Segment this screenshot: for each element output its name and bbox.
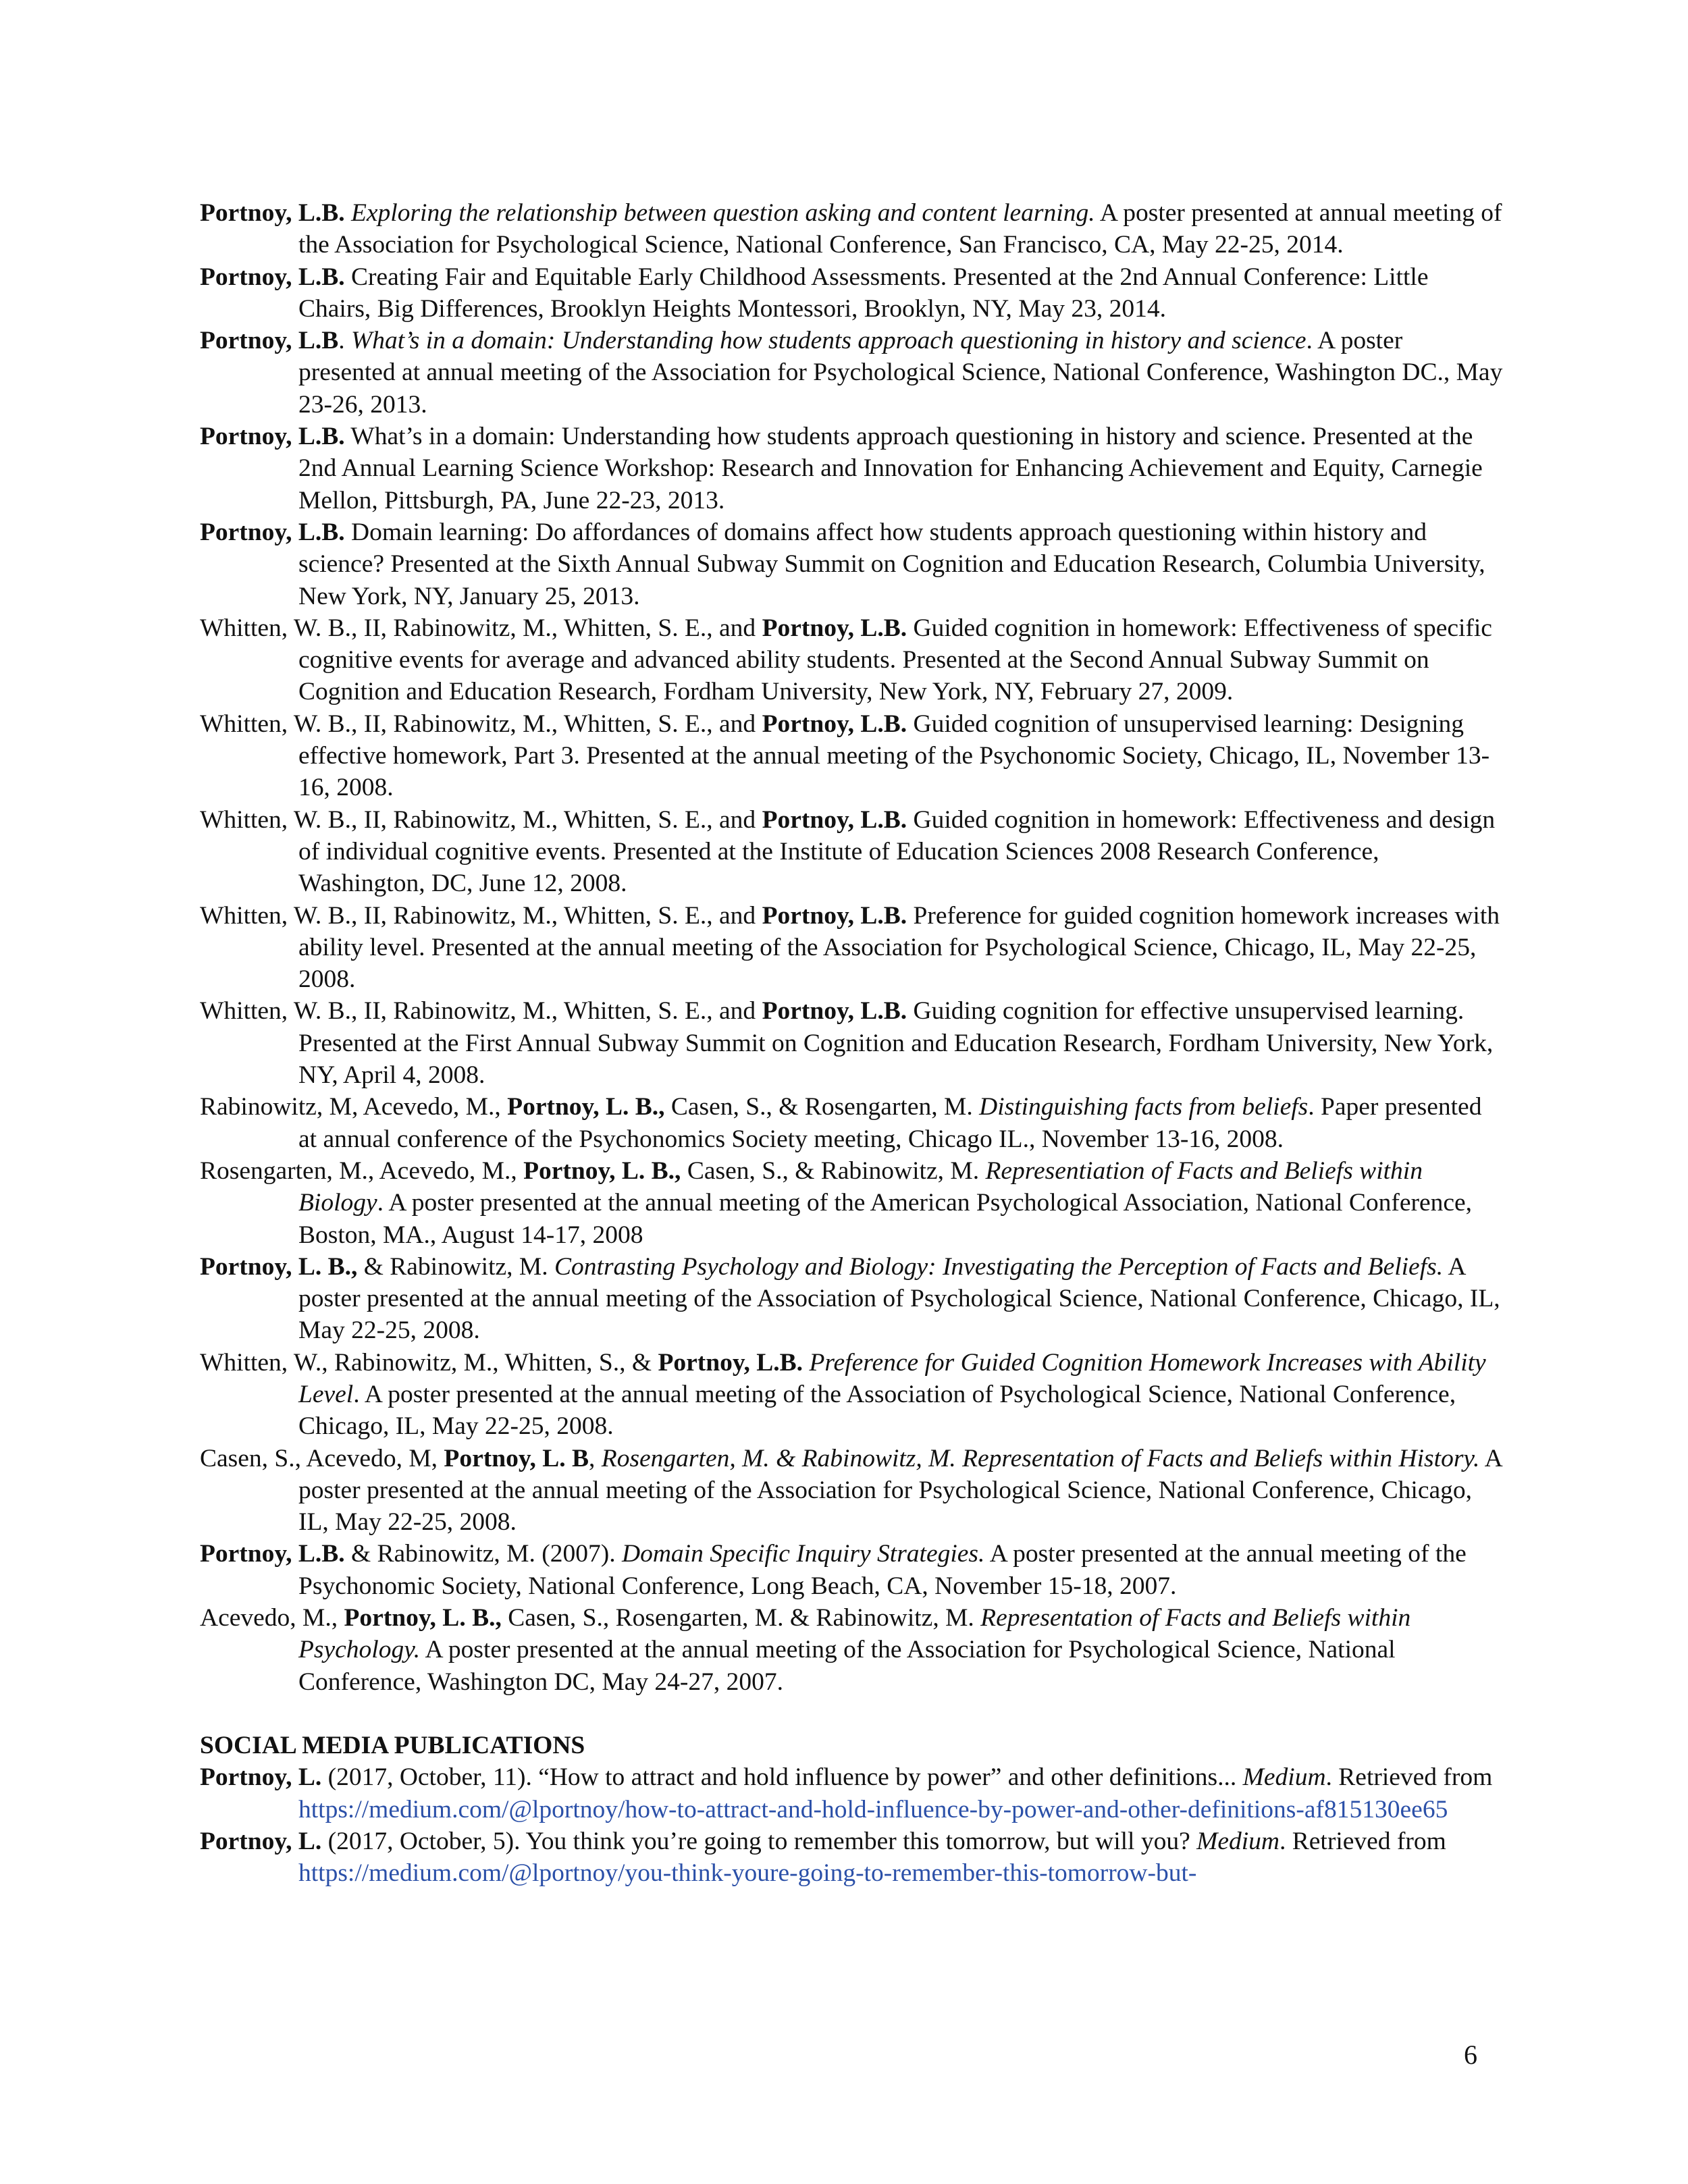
citation-text: Guided cognition in homework: Effectiveness of specific cognitive events for average and advanced ability students. Presented at the Second Annual Subway Summit on Cognition and Education Research, Fordham University, New York, NY, February 27, 2009. [298,614,1492,706]
citation-entry [200,995,1503,1091]
citation-text: A poster presented at the annual meeting of the Association for Psychological Science, National Conference, Chicago, IL, May 22-25, 2008. [298,1444,1502,1537]
citation-title: Preference for Guided Cognition Homework Increases with Ability Level [298,1348,1486,1408]
citation-text: What’s in a domain: Understanding how students approach questioning in history and science. Presented at the 2nd Annual Learning Science Workshop: Research and Innovation for Enhancing Achievement and Equity, Carnegie Mellon, Pittsburgh, PA, June 22-23, 2013. [298,423,1483,514]
citation-text: Guided cognition of unsupervised learning: Designing effective homework, Part 3. Presented at the annual meeting of the Psychonomic Society, Chicago, IL, November 13-16, 2008. [298,710,1490,802]
author-name: Portnoy, L. [200,1827,322,1855]
page-number: 6 [1464,2040,1477,2070]
author-name: Portnoy, L.B. [658,1348,803,1377]
author-name: Portnoy, L. B., [507,1093,665,1121]
author-name: Portnoy, L.B. [200,199,345,227]
citation-title: Representation of Facts and Beliefs within Psychology. [298,1604,1411,1664]
citation-title: Representiation of Facts and Beliefs within Biology [298,1156,1423,1217]
citation-text: (2017, October, 11). “How to attract and hold influence by power” and other definitions... [321,1763,1243,1792]
citation-text: . A poster presented at annual meeting of the Association for Psychological Science, National Conference, Washington DC., May 23-26, 2013. [298,327,1503,419]
citation-text: A poster presented at the annual meeting of the Psychonomic Society, National Conference, Long Beach, CA, November 15-18, 2007. [298,1540,1467,1600]
citation-text: . Paper presented at annual conference of the Psychonomics Society meeting, Chicago IL., November 13-16, 2008. [298,1093,1482,1153]
citation-title: Rosengarten, M. & Rabinowitz, M. Representation of Facts and Beliefs within History. [601,1444,1480,1472]
citation-authors: Acevedo, M., [200,1604,344,1632]
author-name: Portnoy, L. B [444,1444,589,1472]
citation-text: Casen, S., Rosengarten, M. & Rabinowitz, M. [501,1604,981,1632]
citation-text: A poster presented at the annual meeting of the Association for Psychological Science, National Conference, Washington DC, May 24-27, 2007. [298,1636,1396,1696]
citation-text: , [589,1444,602,1472]
citation-text: Creating Fair and Equitable Early Childhood Assessments. Presented at the 2nd Annual Conference: Little Chairs, Big Differences, Brooklyn Heights Montessori, Brooklyn, NY, May 23, 2014. [298,263,1429,323]
author-name: Portnoy, L. [200,1763,322,1792]
citation-text: . Retrieved from [1325,1763,1493,1792]
citation-authors: Rabinowitz, M, Acevedo, M., [200,1093,508,1121]
citation-title: What’s in a domain: Understanding how students approach questioning in history and science [350,327,1307,355]
citation-entry [200,900,1503,996]
citation-entry [200,804,1503,900]
author-name: Portnoy, L.B. [200,1540,345,1568]
citation-title: Contrasting Psychology and Biology: Investigating the Perception of Facts and Beliefs. [554,1252,1444,1281]
citation-text: . [338,327,351,355]
author-name: Portnoy, L. B., [523,1156,681,1185]
citation-entry [200,197,1503,261]
article-link[interactable]: https://medium.com/@lportnoy/how-to-attract-and-hold-influence-by-power-and-other-definitions-af815130ee65 [298,1795,1448,1823]
citation-authors: Whitten, W., Rabinowitz, M., Whitten, S., & [200,1348,658,1377]
author-name: Portnoy, L. B., [200,1252,358,1281]
publication-name: Medium [1196,1827,1280,1855]
citation-title: Exploring the relationship between question asking and content learning. [350,199,1095,227]
publication-name: Medium [1242,1763,1326,1792]
citation-entry [200,421,1503,516]
citation-entry [200,612,1503,708]
citation-authors: Whitten, W. B., II, Rabinowitz, M., Whitten, S. E., and [200,805,762,834]
citation-text: Preference for guided cognition homework increases with ability level. Presented at the annual meeting of the Association for Psychological Science, Chicago, IL, May 22-25, 2008. [298,901,1500,994]
citation-text: Domain learning: Do affordances of domains affect how students approach questioning within history and science? Presented at the Sixth Annual Subway Summit on Cognition and Education Research, Columbia University, New York, NY, January 25, 2013. [298,518,1485,610]
citation-entry [200,1091,1503,1155]
citation-title: Distinguishing facts from beliefs [979,1093,1309,1121]
author-name: Portnoy, L.B. [762,805,907,834]
author-name: Portnoy, L.B. [200,423,345,451]
citation-text: A poster presented at annual meeting of the Association for Psychological Science, National Conference, San Francisco, CA, May 22-25, 2014. [298,199,1502,259]
citation-text: . Retrieved from [1280,1827,1446,1855]
citation-entry [200,1155,1503,1251]
author-name: Portnoy, L.B. [762,614,907,642]
citation-text: Guiding cognition for effective unsupervised learning. Presented at the First Annual Subway Summit on Cognition and Education Research, Fordham University, New York, NY, April 4, 2008. [298,997,1494,1090]
citation-text: & Rabinowitz, M. [357,1252,555,1281]
author-name: Portnoy, L.B. [762,901,907,930]
citation-text: A poster presented at the annual meeting of the Association of Psychological Science, National Conference, Chicago, IL, May 22-25, 2008. [298,1252,1500,1345]
author-name: Portnoy, L.B. [762,997,907,1026]
citation-text: . A poster presented at the annual meeting of the Association of Psychological Science, National Conference, Chicago, IL, May 22-25, 2008. [298,1380,1456,1441]
author-name: Portnoy, L.B. [200,263,345,291]
citation-entry [200,708,1503,804]
citation-text: (2017, October, 5). You think you’re going to remember this tomorrow, but will you? [321,1827,1197,1855]
citation-title: Domain Specific Inquiry Strategies. [622,1540,985,1568]
citation-text: . A poster presented at the annual meeting of the American Psychological Association, National Conference, Boston, MA., August 14-17, 2008 [298,1189,1473,1249]
citation-authors: Rosengarten, M., Acevedo, M., [200,1156,524,1185]
citation-authors: Whitten, W. B., II, Rabinowitz, M., Whitten, S. E., and [200,710,762,738]
citation-entry [200,261,1503,325]
author-name: Portnoy, L. B., [344,1604,502,1632]
social-media-entry [200,1826,1503,1890]
citation-entry [200,1538,1503,1602]
author-name: Portnoy, L.B. [762,710,907,738]
author-name: Portnoy, L.B. [200,518,345,546]
social-media-entry [200,1761,1503,1826]
citation-entry [200,1347,1503,1443]
article-link[interactable]: https://medium.com/@lportnoy/you-think-youre-going-to-remember-this-tomorrow-but- [298,1859,1197,1888]
citation-entry [200,325,1503,421]
citation-entry [200,1251,1503,1347]
citation-authors: Whitten, W. B., II, Rabinowitz, M., Whitten, S. E., and [200,901,762,930]
author-name: Portnoy, L.B [200,327,339,355]
citation-entry [200,1602,1503,1698]
citation-authors: Whitten, W. B., II, Rabinowitz, M., Whitten, S. E., and [200,997,762,1026]
citation-entry [200,1443,1503,1539]
citation-text: Guided cognition in homework: Effectiveness and design of individual cognitive events. Presented at the Institute of Education Sciences 2008 Research Conference, Washington, DC, June 12, 2008. [298,805,1496,898]
citation-entry [200,516,1503,612]
section-heading-social-media: SOCIAL MEDIA PUBLICATIONS [200,1731,585,1759]
citation-authors: Whitten, W. B., II, Rabinowitz, M., Whitten, S. E., and [200,614,762,642]
citation-text: Casen, S., & Rosengarten, M. [664,1093,980,1121]
citation-authors: Casen, S., Acevedo, M, [200,1444,444,1472]
citation-text [345,199,351,227]
citation-text: & Rabinowitz, M. (2007). [344,1540,622,1568]
document-page [200,197,1503,1889]
citation-text: Casen, S., & Rabinowitz, M. [681,1156,986,1185]
